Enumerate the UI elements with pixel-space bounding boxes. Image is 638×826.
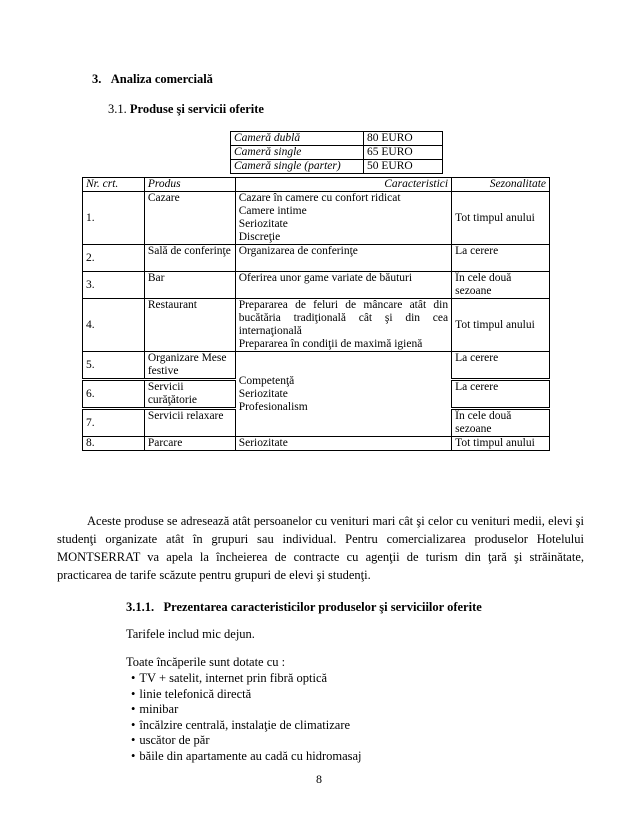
list-item: • băile din apartamente au cadă cu hidromasaj bbox=[126, 749, 362, 765]
row-sezonalitate: La cerere bbox=[452, 352, 550, 380]
row-sezonalitate: Tot timpul anului bbox=[452, 299, 550, 352]
price-row bbox=[231, 132, 443, 146]
features-list bbox=[126, 671, 362, 764]
body-paragraph: Aceste produse se adresează atât persoanelor cu venituri mari cât şi celor cu venituri medii, elevi şi studenţi organizate atât în grupuri sau individual. Pentru comercializarea produselor Hotelului MONTSERRAT va apela la încheierea de contracte cu agenţii de turism din ţară şi străinătate, practicarea de tarife scăzute pentru grupuri de elevi şi studenţi. bbox=[57, 514, 584, 582]
header-produs: Produs bbox=[144, 178, 235, 192]
row-nr: 2. bbox=[83, 245, 145, 272]
price-table bbox=[230, 131, 443, 174]
subsection-title: Produse şi servicii oferite bbox=[129, 102, 264, 116]
row-caracteristici: Seriozitate bbox=[235, 437, 451, 451]
row-caracteristici: Oferirea unor game variate de băuturi bbox=[235, 272, 451, 299]
page-number: 8 bbox=[316, 772, 322, 786]
price-row bbox=[231, 146, 443, 160]
list-item: • încălzire centrală, instalaţie de climatizare bbox=[126, 718, 362, 734]
subsubsection-heading bbox=[126, 600, 482, 615]
row-sezonalitate: Tot timpul anului bbox=[452, 192, 550, 245]
shared-caracteristici bbox=[235, 352, 451, 437]
subsection-heading bbox=[108, 102, 264, 117]
products-table bbox=[82, 177, 550, 451]
room-type: Cameră dublă bbox=[231, 132, 364, 146]
subsub-title: Prezentarea caracteristicilor produselor şi serviciilor oferite bbox=[163, 600, 482, 614]
header-nr: Nr. crt. bbox=[83, 178, 145, 192]
row-produs: Sală de conferinţe bbox=[144, 245, 235, 272]
row-produs: Cazare bbox=[144, 192, 235, 245]
tariff-note: Tarifele includ mic dejun. bbox=[126, 627, 255, 641]
row-nr: 5. bbox=[83, 352, 145, 380]
table-row bbox=[83, 352, 550, 380]
rooms-intro: Toate încăperile sunt dotate cu : bbox=[126, 655, 286, 669]
car-line: Seriozitate bbox=[238, 387, 288, 400]
row-nr: 6. bbox=[83, 380, 145, 409]
row-nr: 4. bbox=[83, 299, 145, 352]
room-type: Cameră single (parter) bbox=[231, 160, 364, 174]
room-price: 80 EURO bbox=[364, 132, 443, 146]
room-price: 50 EURO bbox=[364, 160, 443, 174]
section-title: Analiza comercială bbox=[110, 72, 213, 86]
car-line: Prepararea în condiţii de maximă igienă bbox=[238, 338, 423, 350]
table-row bbox=[83, 192, 550, 245]
car-line: Profesionalism bbox=[238, 400, 308, 413]
car-line: Camere intime bbox=[238, 205, 307, 217]
room-type: Cameră single bbox=[231, 146, 364, 160]
section-heading bbox=[92, 72, 213, 87]
row-nr: 7. bbox=[83, 409, 145, 437]
table-row bbox=[83, 245, 550, 272]
row-nr: 8. bbox=[83, 437, 145, 451]
room-price: 65 EURO bbox=[364, 146, 443, 160]
table-row bbox=[83, 272, 550, 299]
row-sezonalitate: În cele două sezoane bbox=[452, 409, 550, 437]
row-produs: Servicii relaxare bbox=[144, 409, 235, 437]
list-item: • uscător de păr bbox=[126, 733, 362, 749]
row-sezonalitate: La cerere bbox=[452, 245, 550, 272]
header-sezonalitate: Sezonalitate bbox=[452, 178, 550, 192]
car-line: Seriozitate bbox=[238, 218, 288, 230]
row-caracteristici bbox=[235, 299, 451, 352]
row-produs: Parcare bbox=[144, 437, 235, 451]
car-line: Cazare în camere cu confort ridicat bbox=[238, 192, 401, 204]
row-produs: Restaurant bbox=[144, 299, 235, 352]
row-caracteristici: Organizarea de conferinţe bbox=[235, 245, 451, 272]
header-caracteristici: Caracteristici bbox=[235, 178, 451, 192]
table-row bbox=[83, 437, 550, 451]
car-line: Discreţie bbox=[238, 231, 281, 243]
row-nr: 1. bbox=[83, 192, 145, 245]
row-produs: Organizare Mese festive bbox=[144, 352, 235, 380]
row-sezonalitate: În cele două sezoane bbox=[452, 272, 550, 299]
subsub-number: 3.1.1. bbox=[126, 600, 155, 614]
table-header-row bbox=[83, 178, 550, 192]
list-item: • linie telefonică directă bbox=[126, 687, 362, 703]
row-sezonalitate: Tot timpul anului bbox=[452, 437, 550, 451]
price-row bbox=[231, 160, 443, 174]
subsection-number: 3.1. bbox=[108, 102, 127, 116]
car-line: Competenţă bbox=[238, 374, 295, 387]
car-line: Prepararea de feluri de mâncare atât din bucătăria tradiţională cât şi din cea internaţională bbox=[238, 299, 449, 337]
section-number: 3. bbox=[92, 72, 102, 86]
row-sezonalitate: La cerere bbox=[452, 380, 550, 409]
list-item: • TV + satelit, internet prin fibră optică bbox=[126, 671, 362, 687]
row-produs: Bar bbox=[144, 272, 235, 299]
row-caracteristici bbox=[235, 192, 451, 245]
list-item: • minibar bbox=[126, 702, 362, 718]
row-produs: Servicii curăţătorie bbox=[144, 380, 235, 409]
table-row bbox=[83, 299, 550, 352]
row-nr: 3. bbox=[83, 272, 145, 299]
